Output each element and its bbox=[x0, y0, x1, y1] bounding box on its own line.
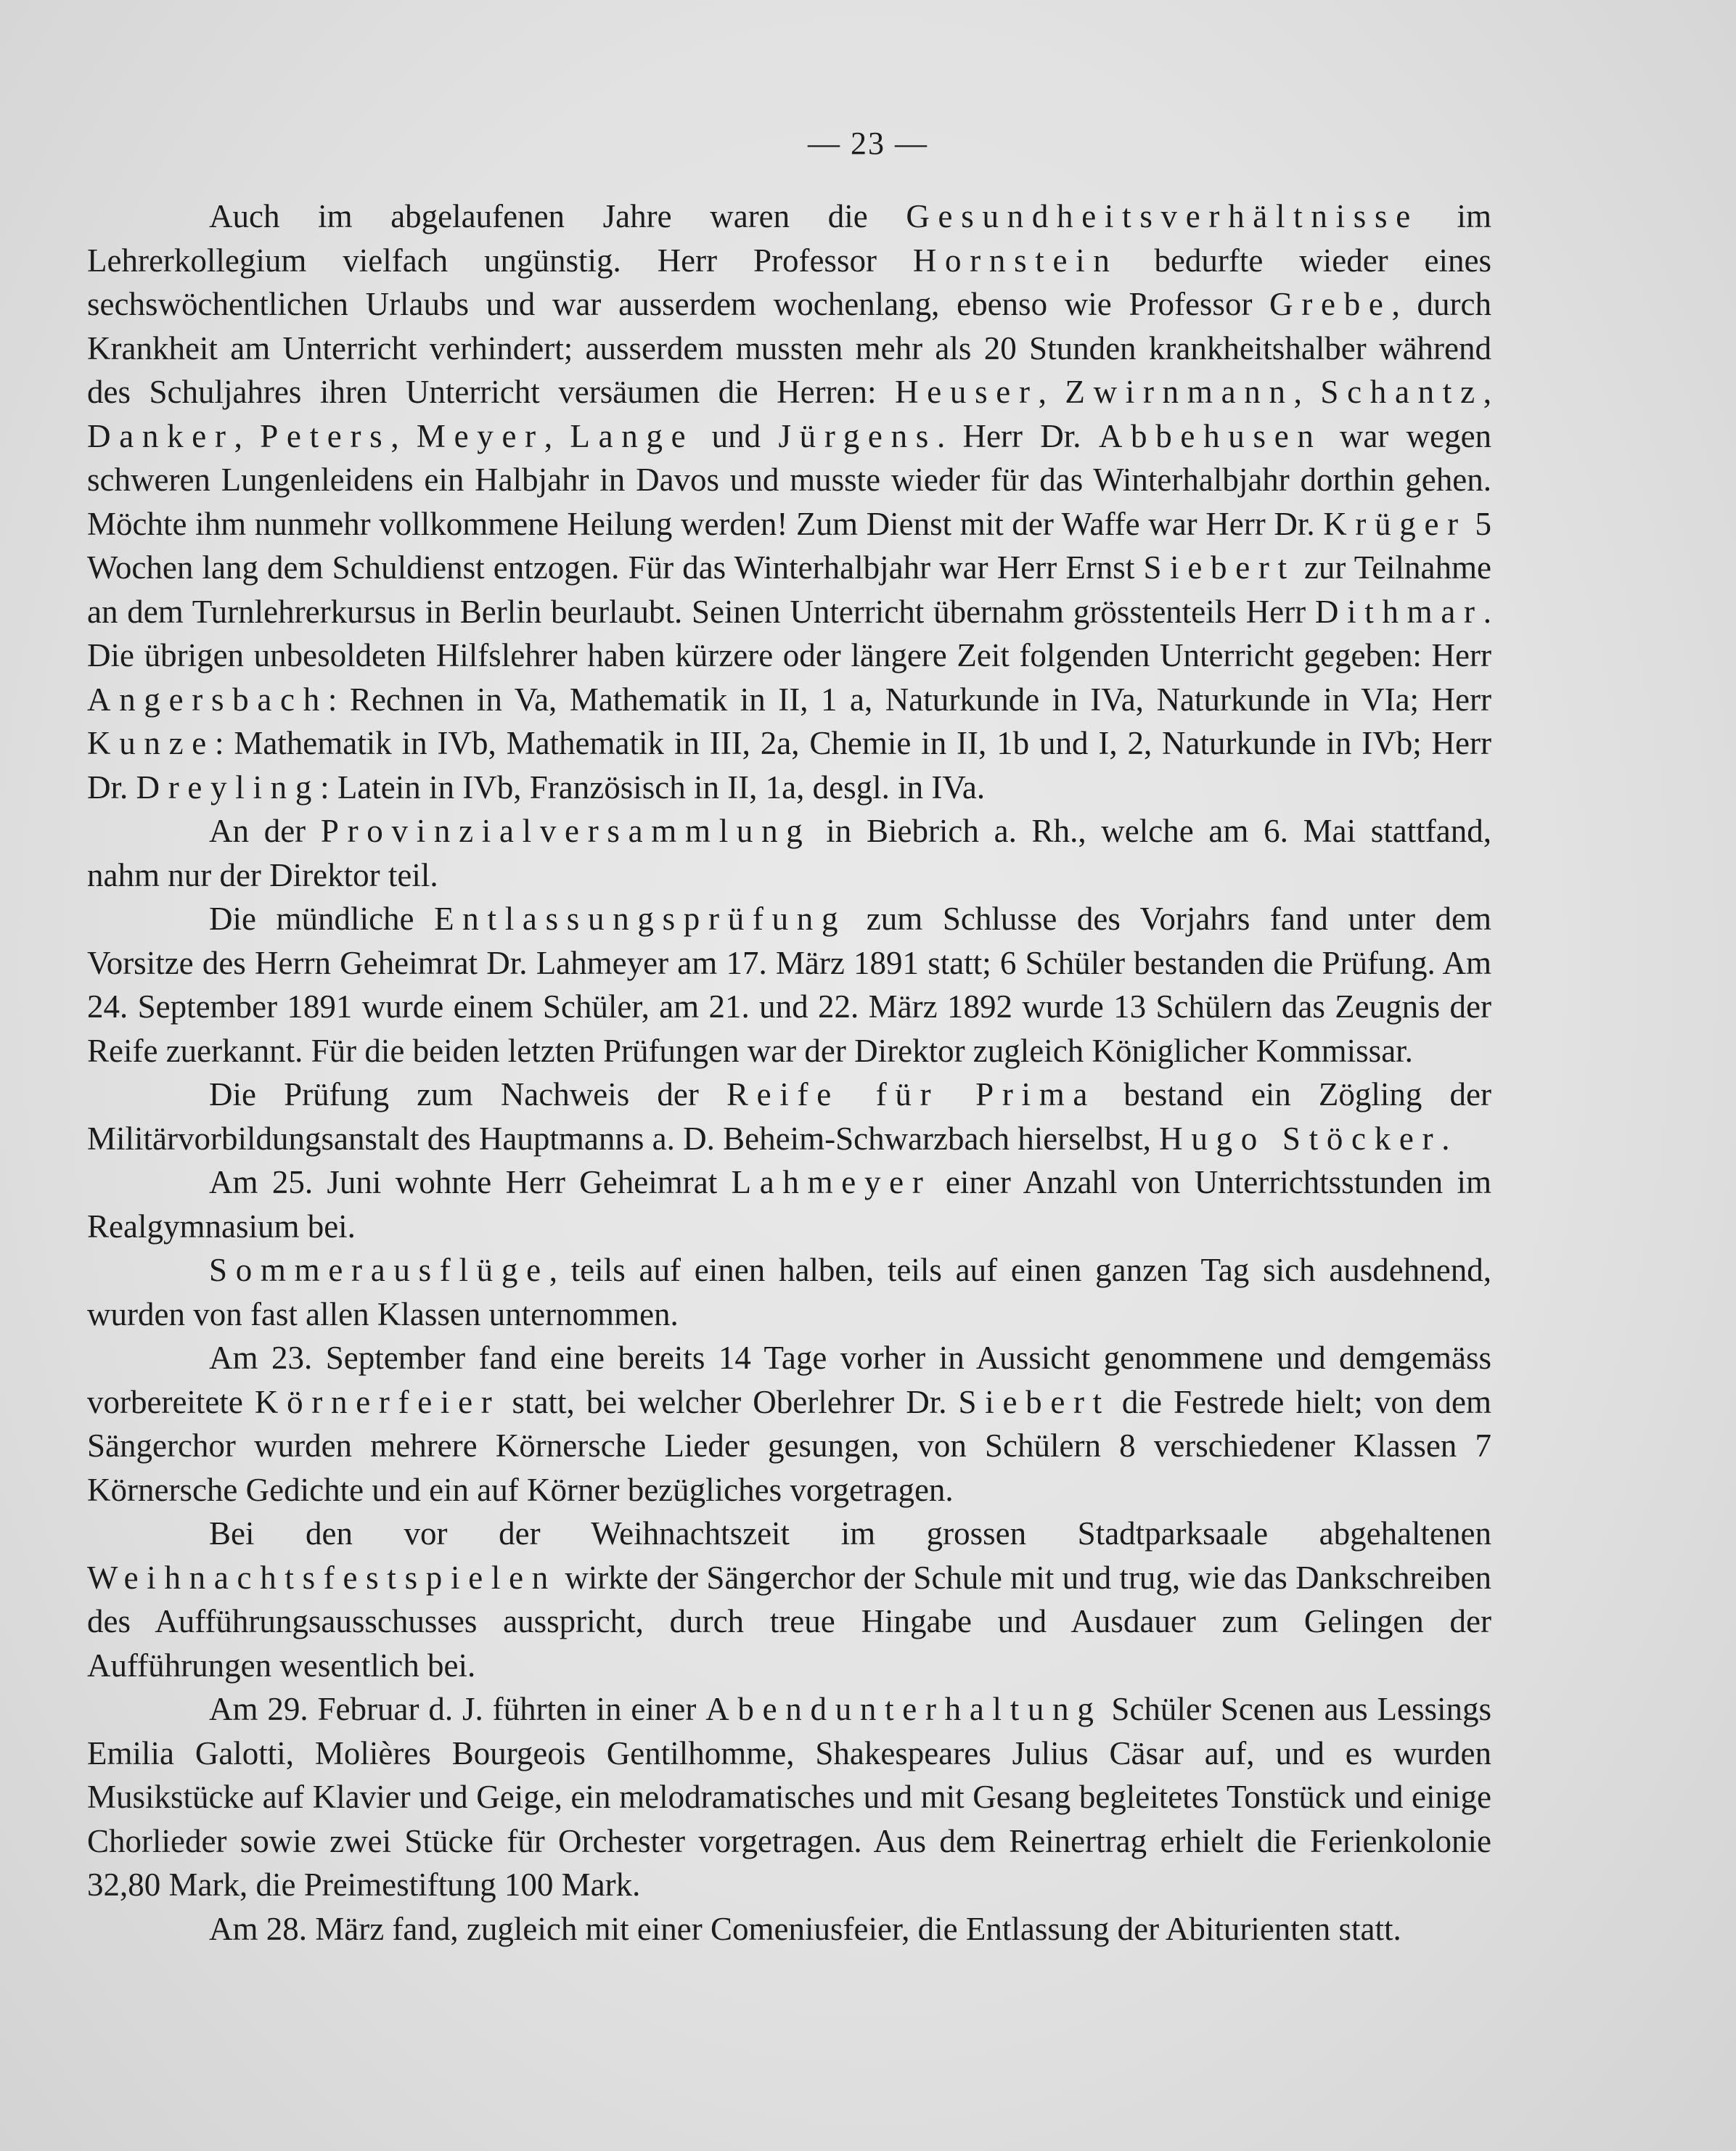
text-run: : Rechnen in Va, Mathematik in II, 1 a, Naturkunde in IVa, Naturkunde in VIa; Herr bbox=[327, 681, 1491, 718]
spaced-emphasis: Provinzialversammlung bbox=[320, 813, 811, 849]
text-run: 5 Wochen lang dem Schuldienst entzogen. Für das Winterhalbjahr war Herr Ernst bbox=[87, 505, 1491, 586]
spaced-emphasis: Lange bbox=[570, 417, 695, 454]
text-run: , bbox=[1038, 374, 1065, 410]
text-run: Am 23. September fand eine bereits 14 Tage vorher in Aussicht genommene und demgemäss vorbereitete bbox=[87, 1340, 1491, 1420]
text-run: im Lehrerkollegium vielfach ungünstig. Herr Professor bbox=[87, 198, 1491, 279]
spaced-emphasis: Abbehusen bbox=[1098, 417, 1322, 454]
text-run: bestand ein Zögling der Militärvorbildungsanstalt des Hauptmanns a. D. Beheim-Schwarzbach hierselbst, bbox=[87, 1076, 1491, 1157]
text-run: An der bbox=[209, 813, 321, 849]
paragraph-summer-excursions bbox=[87, 1248, 1491, 1336]
spaced-emphasis: Siebert bbox=[958, 1383, 1110, 1420]
text-run: Die Prüfung zum Nachweis der bbox=[209, 1076, 726, 1113]
text-run: zur Teilnahme an dem Turnlehrerkursus in Berlin beurlaubt. Seinen Unterricht übernahm grösstenteils Herr bbox=[87, 549, 1491, 630]
text-run: . Die übrigen unbesoldeten Hilfslehrer haben kürzere oder längere Zeit folgenden Unterricht gegeben: Herr bbox=[87, 593, 1491, 673]
spaced-emphasis: Siebert bbox=[1143, 549, 1295, 586]
text-run: die Festrede hielt; von dem Sängerchor wurden mehrere Körnersche Lieder gesungen, von Schülern 8 verschiedener Klassen 7 Körnersche Gedichte und ein auf Körner bezügliches vorgetragen. bbox=[87, 1383, 1491, 1508]
spaced-emphasis: Jürgens bbox=[778, 417, 938, 454]
paragraph-christmas-festival bbox=[87, 1512, 1491, 1687]
text-run: , bbox=[234, 417, 261, 454]
spaced-emphasis: Gesundheitsverhältnisse bbox=[906, 198, 1419, 234]
spaced-emphasis: Grebe bbox=[1269, 286, 1392, 322]
spaced-emphasis: Zwirnmann bbox=[1065, 374, 1294, 410]
text-run: , bbox=[390, 417, 417, 454]
text-run: Auch im abgelaufenen Jahre waren die bbox=[209, 198, 906, 234]
paragraph-graduation bbox=[87, 1907, 1491, 1951]
text-run: , bbox=[544, 417, 570, 454]
text-run: Bei den vor der Weihnachtszeit im grossen Stadtparksaale abgehaltenen bbox=[209, 1515, 1491, 1552]
spaced-emphasis: Abendunterhaltung bbox=[705, 1691, 1102, 1727]
text-run: statt, bei welcher Oberlehrer Dr. bbox=[500, 1383, 959, 1420]
paragraph-koerner-celebration bbox=[87, 1336, 1491, 1512]
text-run: einer Anzahl von Unterrichtsstunden im Realgymnasium bei. bbox=[87, 1164, 1491, 1245]
spaced-emphasis: Sommerausflüge bbox=[209, 1252, 549, 1288]
text-run: war wegen schweren Lungenleidens ein Halbjahr in Davos und musste wieder für das Winterhalbjahr dorthin gehen. Möchte ihm nunmehr vollkommene Heilung werden! Zum Dienst mit der Waffe war Herr Dr. bbox=[87, 417, 1492, 542]
text-run: , bbox=[1483, 374, 1491, 410]
text-run: . Herr Dr. bbox=[937, 417, 1099, 454]
text-run: , teils auf einen halben, teils auf einen ganzen Tag sich ausdehnend, wurden von fast allen Klassen unternommen. bbox=[87, 1252, 1491, 1332]
paragraph-evening-entertainment bbox=[87, 1687, 1491, 1907]
page-number: — 23 — bbox=[808, 126, 928, 161]
paragraph-prima-examination bbox=[87, 1073, 1491, 1160]
paragraph-provincial-assembly bbox=[87, 809, 1491, 897]
spaced-emphasis: Entlassungsprüfung bbox=[434, 901, 847, 937]
spaced-emphasis: Dithmar bbox=[1314, 593, 1483, 630]
spaced-emphasis: Dreyling bbox=[136, 769, 321, 806]
paragraph-inspection-visit bbox=[87, 1160, 1491, 1248]
text-run: in Biebrich a. Rh., welche am 6. Mai stattfand, nahm nur der Direktor teil. bbox=[87, 813, 1491, 893]
spaced-emphasis: Lahmeyer bbox=[731, 1164, 932, 1200]
spaced-emphasis: Angersbach bbox=[87, 681, 328, 718]
text-run: Am 28. März fand, zugleich mit einer Comeniusfeier, die Entlassung der Abiturienten statt. bbox=[209, 1910, 1401, 1947]
text-run: Die mündliche bbox=[209, 901, 435, 937]
paragraph-staff-health bbox=[87, 194, 1491, 809]
text-run: Am 29. Februar d. J. führten in einer bbox=[209, 1691, 706, 1727]
spaced-emphasis: Hornstein bbox=[912, 242, 1118, 279]
text-run: Schüler Scenen aus Lessings Emilia Galotti, Molières Bourgeois Gentilhomme, Shakespeares Julius Cäsar auf, und es wurden Musikstücke auf Klavier und Geige, ein melodramatisches und mit Gesang begleitetes Tonstück und einige Chorlieder sowie zwei Stücke für Orchester vorgetragen. Aus dem Reinertrag erhielt die Ferienkolonie 32,80 Mark, die Preimestiftung 100 Mark. bbox=[87, 1691, 1491, 1903]
spaced-emphasis: Schantz bbox=[1320, 374, 1483, 410]
document-body bbox=[87, 194, 1491, 1951]
spaced-emphasis: Hugo Stöcker bbox=[1159, 1120, 1442, 1157]
spaced-emphasis: Heuser bbox=[895, 374, 1039, 410]
spaced-emphasis: Krüger bbox=[1323, 505, 1467, 542]
spaced-emphasis: Kunze bbox=[87, 725, 215, 761]
spaced-emphasis: Körnerfeier bbox=[254, 1383, 501, 1420]
paragraph-final-examination bbox=[87, 897, 1491, 1073]
text-run: bedurfte wieder eines sechswöchentlichen Urlaubs und war ausserdem wochenlang, ebenso wie Professor bbox=[87, 242, 1491, 322]
spaced-emphasis: Reife für Prima bbox=[726, 1076, 1097, 1113]
spaced-emphasis: Meyer bbox=[416, 417, 544, 454]
spaced-emphasis: Danker bbox=[87, 417, 234, 454]
spaced-emphasis: Peters bbox=[260, 417, 391, 454]
text-run: zum Schlusse des Vorjahrs fand unter dem Vorsitze des Herrn Geheimrat Dr. Lahmeyer am 17. März 1891 statt; 6 Schüler bestanden die Prüfung. Am 24. September 1891 wurde einem Schüler, am 21. und 22. März 1892 wurde 13 Schülern das Zeugnis der Reife zuerkannt. Für die beiden letzten Prüfungen war der Direktor zugleich Königlicher Kommissar. bbox=[87, 901, 1491, 1069]
text-run: : Latein in IVb, Französisch in II, 1a, desgl. in IVa. bbox=[320, 769, 986, 806]
text-run: und bbox=[694, 417, 779, 454]
text-run: . bbox=[1441, 1120, 1450, 1157]
text-run: : Mathematik in IVb, Mathematik in III, 2a, Chemie in II, 1b und I, 2, Naturkunde in IVb; Herr Dr. bbox=[87, 725, 1491, 806]
text-run: wirkte der Sängerchor der Schule mit und trug, wie das Dankschreiben des Aufführungsausschusses ausspricht, durch treue Hingabe und Ausdauer zum Gelingen der Aufführungen wesentlich bei. bbox=[87, 1559, 1491, 1684]
spaced-emphasis: Weihnachtsfestspielen bbox=[87, 1559, 557, 1596]
text-run: , bbox=[1293, 374, 1321, 410]
text-run: Am 25. Juni wohnte Herr Geheimrat bbox=[209, 1164, 732, 1200]
text-run: , durch Krankheit am Unterricht verhindert; ausserdem mussten mehr als 20 Stunden krankheitshalber während des Schuljahres ihren Unterricht versäumen die Herren: bbox=[87, 286, 1491, 410]
